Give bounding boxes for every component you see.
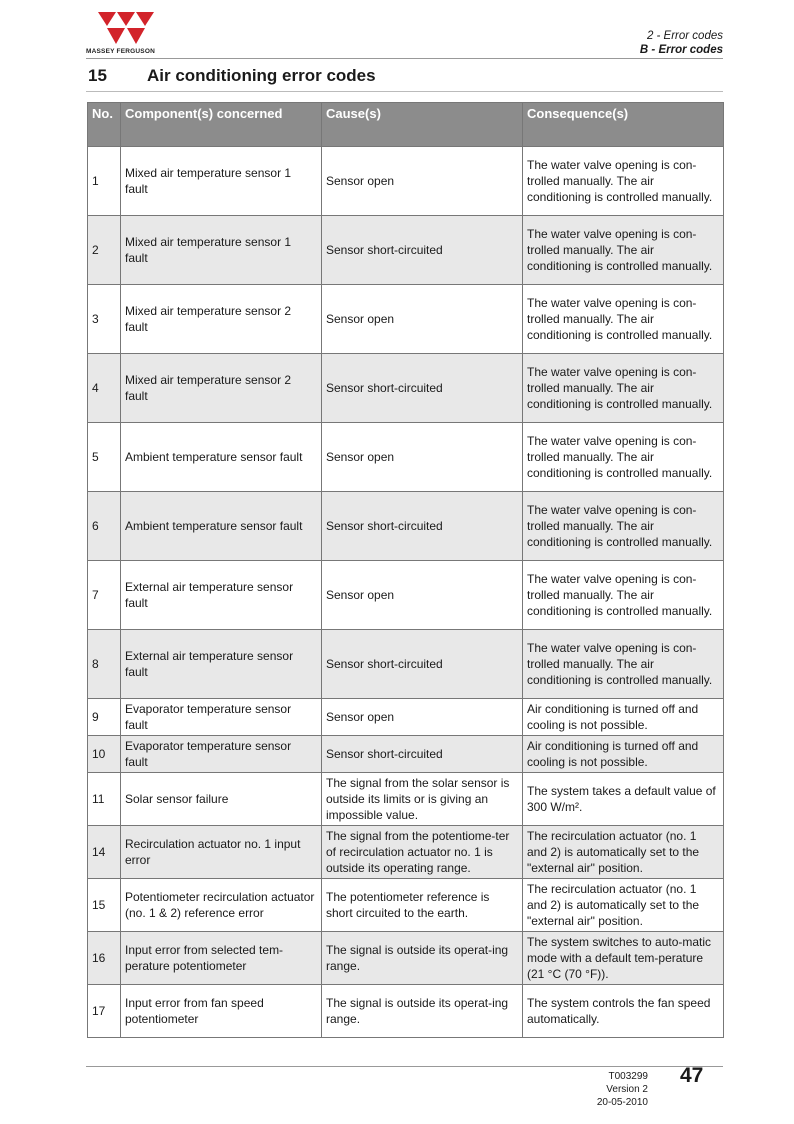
table-cell-no: 14	[88, 826, 121, 879]
document-info	[560, 1070, 648, 1109]
table-row	[88, 699, 724, 736]
page-number: 47	[680, 1064, 704, 1087]
table-cell-no: 8	[88, 630, 121, 699]
table-cell-cause: Sensor open	[322, 147, 523, 216]
section-label: B - Error codes	[639, 44, 723, 56]
running-header	[640, 29, 723, 57]
table-cell-consequence: The water valve opening is con-trolled manually. The air conditioning is controlled manually.	[523, 285, 724, 354]
table-cell-no: 2	[88, 216, 121, 285]
table-cell-cause: Sensor short-circuited	[322, 492, 523, 561]
column-header-no: No.	[88, 103, 121, 147]
table-cell-cause: The signal from the solar sensor is outside its limits or is giving an impossible value.	[322, 773, 523, 826]
table-cell-cause: Sensor short-circuited	[322, 216, 523, 285]
table-cell-cause: Sensor short-circuited	[322, 354, 523, 423]
table-cell-no: 3	[88, 285, 121, 354]
column-header-consequence: Consequence(s)	[523, 103, 724, 147]
table-cell-component: Ambient temperature sensor fault	[121, 423, 322, 492]
triple-triangle-logo-icon	[98, 12, 154, 46]
column-header-component: Component(s) concerned	[121, 103, 322, 147]
table-cell-component: External air temperature sensor fault	[121, 630, 322, 699]
error-codes-table	[87, 102, 724, 1038]
table-row	[88, 423, 724, 492]
table-cell-no: 6	[88, 492, 121, 561]
table-row	[88, 826, 724, 879]
table-row	[88, 932, 724, 985]
table-cell-consequence: The recirculation actuator (no. 1 and 2) is automatically set to the "external air" position.	[523, 826, 724, 879]
chapter-label: 2 - Error codes	[646, 30, 723, 42]
table-cell-consequence: The recirculation actuator (no. 1 and 2) is automatically set to the "external air" position.	[523, 879, 724, 932]
table-cell-component: Input error from selected tem-perature potentiometer	[121, 932, 322, 985]
table-cell-component: Solar sensor failure	[121, 773, 322, 826]
table-row	[88, 773, 724, 826]
section-number: 15	[88, 66, 107, 85]
table-row	[88, 285, 724, 354]
page-title	[88, 66, 376, 86]
table-cell-cause: The signal is outside its operat-ing range.	[322, 985, 523, 1038]
table-cell-component: Recirculation actuator no. 1 input error	[121, 826, 322, 879]
table-cell-no: 4	[88, 354, 121, 423]
table-cell-consequence: Air conditioning is turned off and cooling is not possible.	[523, 736, 724, 773]
table-cell-cause: Sensor open	[322, 561, 523, 630]
table-cell-no: 17	[88, 985, 121, 1038]
table-row	[88, 985, 724, 1038]
table-cell-cause: The potentiometer reference is short circuited to the earth.	[322, 879, 523, 932]
table-cell-consequence: The system switches to auto-matic mode with a default tem-perature (21 °C (70 °F)).	[523, 932, 724, 985]
table-cell-component: Input error from fan speed potentiometer	[121, 985, 322, 1038]
table-cell-cause: Sensor open	[322, 423, 523, 492]
table-row	[88, 354, 724, 423]
table-cell-cause: Sensor short-circuited	[322, 736, 523, 773]
table-cell-consequence: The system controls the fan speed automatically.	[523, 985, 724, 1038]
table-cell-cause: The signal is outside its operat-ing range.	[322, 932, 523, 985]
table-row	[88, 630, 724, 699]
table-cell-component: Mixed air temperature sensor 1 fault	[121, 216, 322, 285]
table-cell-cause: Sensor short-circuited	[322, 630, 523, 699]
footer-divider	[86, 1066, 723, 1067]
table-cell-consequence: The water valve opening is con-trolled manually. The air conditioning is controlled manually.	[523, 147, 724, 216]
table-cell-cause: Sensor open	[322, 285, 523, 354]
table-body	[88, 147, 724, 1038]
table-cell-component: Mixed air temperature sensor 2 fault	[121, 354, 322, 423]
document-date: 20-05-2010	[596, 1097, 648, 1108]
table-row	[88, 736, 724, 773]
table-row	[88, 216, 724, 285]
table-cell-no: 5	[88, 423, 121, 492]
table-cell-component: Evaporator temperature sensor fault	[121, 699, 322, 736]
table-cell-no: 9	[88, 699, 121, 736]
table-cell-no: 16	[88, 932, 121, 985]
table-cell-component: Mixed air temperature sensor 2 fault	[121, 285, 322, 354]
header-divider	[86, 58, 723, 59]
table-header-row	[88, 103, 724, 147]
brand-name: MASSEY FERGUSON	[86, 48, 155, 55]
table-cell-consequence: The water valve opening is con-trolled manually. The air conditioning is controlled manually.	[523, 492, 724, 561]
column-header-cause: Cause(s)	[322, 103, 523, 147]
table-cell-component: Mixed air temperature sensor 1 fault	[121, 147, 322, 216]
table-cell-consequence: Air conditioning is turned off and cooling is not possible.	[523, 699, 724, 736]
table-cell-no: 10	[88, 736, 121, 773]
table-cell-consequence: The water valve opening is con-trolled manually. The air conditioning is controlled manually.	[523, 216, 724, 285]
table-cell-component: Ambient temperature sensor fault	[121, 492, 322, 561]
table-cell-no: 1	[88, 147, 121, 216]
section-title: Air conditioning error codes	[147, 66, 376, 85]
page-header	[0, 0, 794, 60]
table-cell-no: 11	[88, 773, 121, 826]
table-cell-consequence: The water valve opening is con-trolled manually. The air conditioning is controlled manually.	[523, 630, 724, 699]
title-divider	[86, 91, 723, 92]
table-cell-component: Evaporator temperature sensor fault	[121, 736, 322, 773]
table-cell-consequence: The water valve opening is con-trolled manually. The air conditioning is controlled manually.	[523, 423, 724, 492]
table-cell-no: 7	[88, 561, 121, 630]
table-cell-cause: Sensor open	[322, 699, 523, 736]
table-row	[88, 147, 724, 216]
table-cell-cause: The signal from the potentiome-ter of recirculation actuator no. 1 is outside its operating range.	[322, 826, 523, 879]
table-cell-no: 15	[88, 879, 121, 932]
table-row	[88, 561, 724, 630]
table-row	[88, 492, 724, 561]
table-cell-component: External air temperature sensor fault	[121, 561, 322, 630]
document-code: T003299	[608, 1071, 648, 1082]
table-cell-consequence: The system takes a default value of 300 W/m².	[523, 773, 724, 826]
table-cell-component: Potentiometer recirculation actuator (no. 1 & 2) reference error	[121, 879, 322, 932]
brand-logo	[86, 12, 166, 58]
table-cell-consequence: The water valve opening is con-trolled manually. The air conditioning is controlled manually.	[523, 354, 724, 423]
document-version: Version 2	[606, 1084, 648, 1095]
table-cell-consequence: The water valve opening is con-trolled manually. The air conditioning is controlled manually.	[523, 561, 724, 630]
table-row	[88, 879, 724, 932]
